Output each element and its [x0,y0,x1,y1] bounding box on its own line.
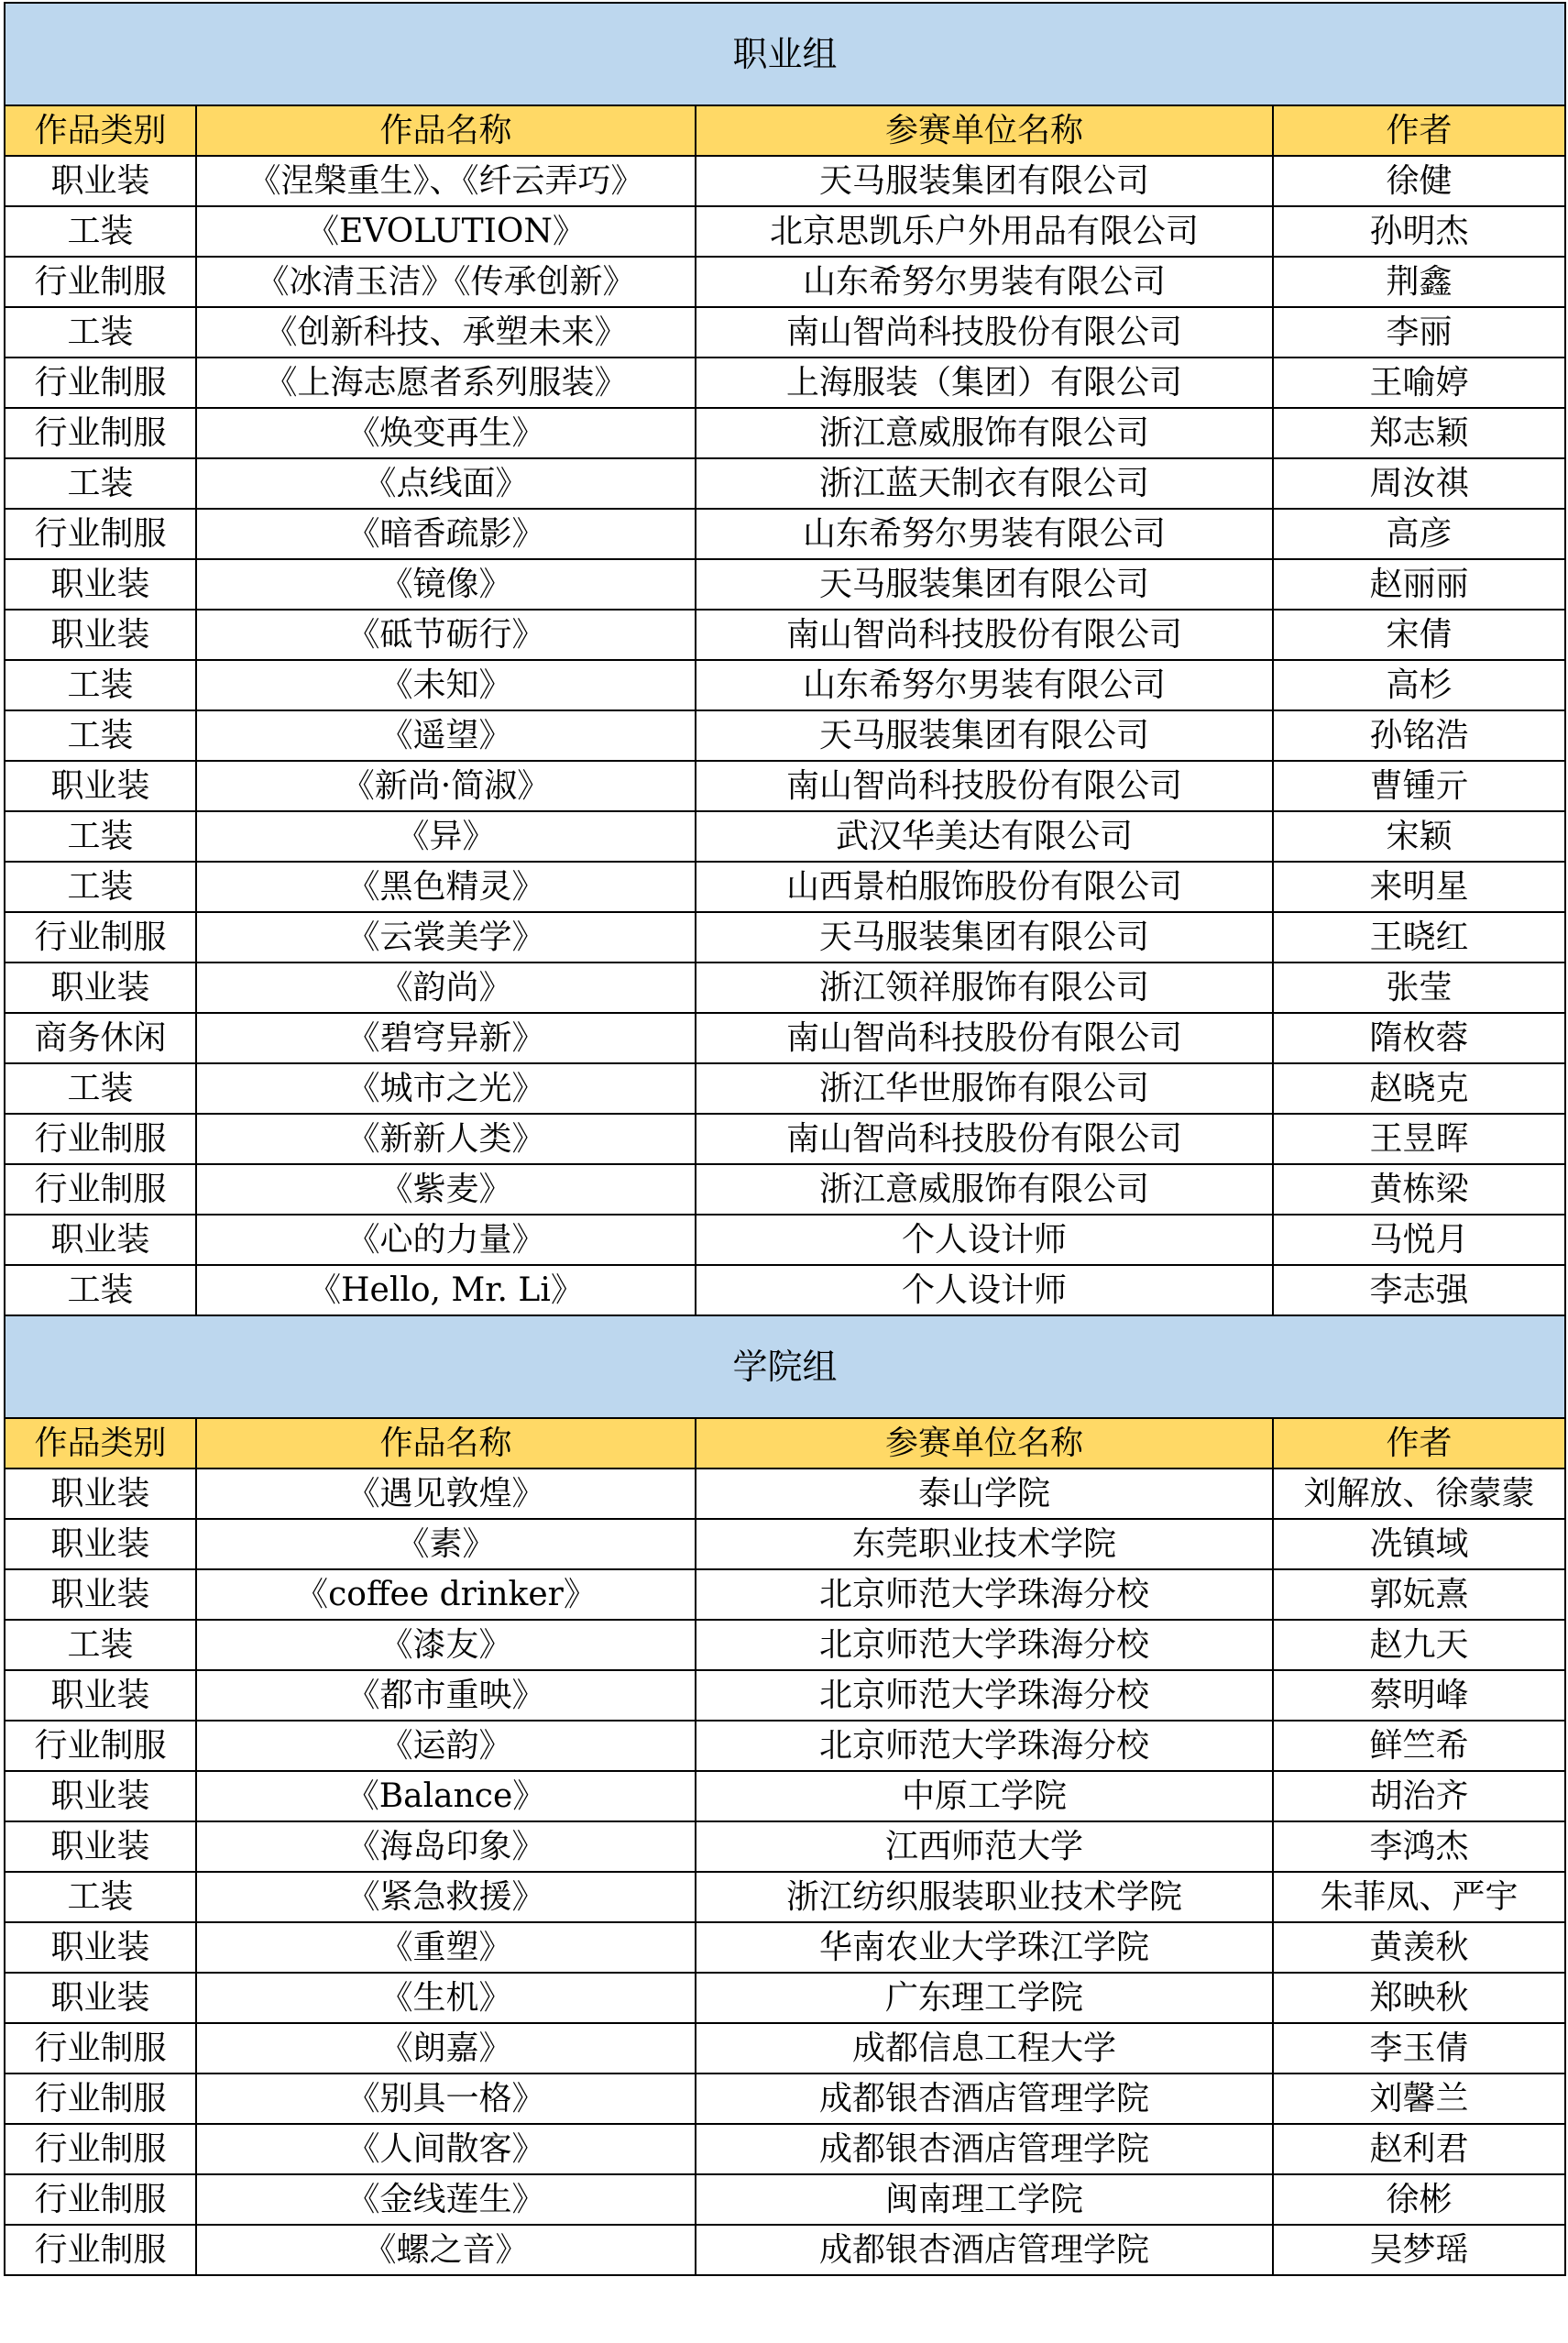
section-title-row [5,1315,1565,1418]
cell-organization: 闽南理工学院 [696,2174,1273,2225]
cell-category: 职业装 [5,1922,196,1973]
table-row [5,1922,1565,1973]
cell-work-name: 《新尚·简淑》 [196,761,696,811]
cell-category: 工装 [5,307,196,358]
cell-organization: 北京师范大学珠海分校 [696,1670,1273,1721]
cell-organization: 上海服装（集团）有限公司 [696,358,1273,408]
cell-author: 孙铭浩 [1273,710,1565,761]
table-row [5,962,1565,1013]
cell-organization: 广东理工学院 [696,1973,1273,2023]
cell-work-name: 《韵尚》 [196,962,696,1013]
cell-work-name: 《紫麦》 [196,1164,696,1215]
header-category: 作品类别 [5,1418,196,1468]
table-row [5,2023,1565,2074]
table-row [5,660,1565,710]
cell-category: 职业装 [5,1821,196,1872]
table-row [5,710,1565,761]
header-author: 作者 [1273,105,1565,156]
cell-author: 宋倩 [1273,610,1565,660]
cell-organization: 东莞职业技术学院 [696,1519,1273,1569]
cell-work-name: 《黑色精灵》 [196,862,696,912]
cell-work-name: 《冰清玉洁》《传承创新》 [196,257,696,307]
cell-organization: 天马服装集团有限公司 [696,559,1273,610]
cell-category: 工装 [5,1620,196,1670]
cell-organization: 山东希努尔男装有限公司 [696,660,1273,710]
cell-author: 刘解放、徐蒙蒙 [1273,1468,1565,1519]
cell-author: 李鸿杰 [1273,1821,1565,1872]
cell-organization: 个人设计师 [696,1265,1273,1315]
table-row [5,1821,1565,1872]
table-row [5,1721,1565,1771]
cell-category: 职业装 [5,1519,196,1569]
table-body [5,3,1565,2275]
cell-work-name: 《重塑》 [196,1922,696,1973]
table-row [5,307,1565,358]
cell-author: 鲜竺希 [1273,1721,1565,1771]
header-row [5,1418,1565,1468]
cell-author: 宋颖 [1273,811,1565,862]
cell-organization: 中原工学院 [696,1771,1273,1821]
cell-work-name: 《Hello, Mr. Li》 [196,1265,696,1315]
table-row [5,156,1565,206]
cell-category: 行业制服 [5,2124,196,2174]
header-row [5,105,1565,156]
cell-work-name: 《素》 [196,1519,696,1569]
cell-category: 行业制服 [5,1164,196,1215]
cell-work-name: 《金线莲生》 [196,2174,696,2225]
cell-work-name: 《碧穹异新》 [196,1013,696,1063]
cell-category: 职业装 [5,1215,196,1265]
cell-category: 行业制服 [5,2225,196,2275]
table-row [5,1973,1565,2023]
cell-category: 职业装 [5,1670,196,1721]
table-row [5,559,1565,610]
cell-organization: 北京思凯乐户外用品有限公司 [696,206,1273,257]
cell-organization: 成都信息工程大学 [696,2023,1273,2074]
table-row [5,2124,1565,2174]
section-title-row [5,3,1565,105]
cell-author: 隋枚蓉 [1273,1013,1565,1063]
cell-work-name: 《未知》 [196,660,696,710]
cell-author: 张莹 [1273,962,1565,1013]
cell-category: 商务休闲 [5,1013,196,1063]
cell-work-name: 《砥节砺行》 [196,610,696,660]
cell-author: 王喻婷 [1273,358,1565,408]
cell-organization: 华南农业大学珠江学院 [696,1922,1273,1973]
table-row [5,509,1565,559]
table-row [5,1872,1565,1922]
table-row [5,2225,1565,2275]
cell-organization: 南山智尚科技股份有限公司 [696,307,1273,358]
table-row [5,610,1565,660]
cell-category: 工装 [5,458,196,509]
cell-work-name: 《都市重映》 [196,1670,696,1721]
cell-organization: 天马服装集团有限公司 [696,912,1273,962]
cell-author: 冼镇域 [1273,1519,1565,1569]
header-work-name: 作品名称 [196,105,696,156]
cell-organization: 成都银杏酒店管理学院 [696,2124,1273,2174]
cell-author: 黄栋梁 [1273,1164,1565,1215]
cell-work-name: 《螺之音》 [196,2225,696,2275]
cell-organization: 个人设计师 [696,1215,1273,1265]
table-row [5,1164,1565,1215]
table-row [5,1620,1565,1670]
header-organization: 参赛单位名称 [696,105,1273,156]
cell-category: 职业装 [5,1771,196,1821]
cell-work-name: 《生机》 [196,1973,696,2023]
cell-organization: 浙江意威服饰有限公司 [696,1164,1273,1215]
cell-category: 工装 [5,660,196,710]
cell-work-name: 《漆友》 [196,1620,696,1670]
cell-author: 荆鑫 [1273,257,1565,307]
table-row [5,1063,1565,1114]
table-row [5,358,1565,408]
cell-author: 李丽 [1273,307,1565,358]
section-title: 职业组 [5,3,1565,105]
cell-organization: 泰山学院 [696,1468,1273,1519]
cell-work-name: 《遥望》 [196,710,696,761]
cell-category: 行业制服 [5,257,196,307]
cell-author: 朱菲凤、严宇 [1273,1872,1565,1922]
cell-work-name: 《紧急救援》 [196,1872,696,1922]
cell-work-name: 《人间散客》 [196,2124,696,2174]
cell-author: 李志强 [1273,1265,1565,1315]
cell-category: 工装 [5,1063,196,1114]
cell-category: 工装 [5,811,196,862]
cell-author: 王晓红 [1273,912,1565,962]
cell-author: 赵晓克 [1273,1063,1565,1114]
cell-author: 李玉倩 [1273,2023,1565,2074]
cell-work-name: 《涅槃重生》、《纤云弄巧》 [196,156,696,206]
table-row [5,1771,1565,1821]
table-row [5,761,1565,811]
cell-category: 职业装 [5,1973,196,2023]
cell-category: 行业制服 [5,358,196,408]
table-row [5,257,1565,307]
cell-category: 职业装 [5,1569,196,1620]
table-row [5,2174,1565,2225]
cell-work-name: 《点线面》 [196,458,696,509]
cell-author: 曹锺亓 [1273,761,1565,811]
cell-category: 行业制服 [5,2074,196,2124]
cell-category: 行业制服 [5,1721,196,1771]
cell-work-name: 《coffee drinker》 [196,1569,696,1620]
cell-organization: 南山智尚科技股份有限公司 [696,1013,1273,1063]
table-row [5,862,1565,912]
cell-author: 刘馨兰 [1273,2074,1565,2124]
cell-organization: 南山智尚科技股份有限公司 [696,761,1273,811]
cell-author: 蔡明峰 [1273,1670,1565,1721]
cell-work-name: 《朗嘉》 [196,2023,696,2074]
cell-work-name: 《镜像》 [196,559,696,610]
cell-category: 行业制服 [5,912,196,962]
cell-author: 赵九天 [1273,1620,1565,1670]
cell-work-name: 《异》 [196,811,696,862]
cell-author: 黄羡秋 [1273,1922,1565,1973]
cell-organization: 浙江领祥服饰有限公司 [696,962,1273,1013]
cell-organization: 山西景柏服饰股份有限公司 [696,862,1273,912]
cell-work-name: 《别具一格》 [196,2074,696,2124]
table-row [5,811,1565,862]
cell-category: 工装 [5,206,196,257]
cell-author: 徐彬 [1273,2174,1565,2225]
cell-author: 高杉 [1273,660,1565,710]
cell-organization: 武汉华美达有限公司 [696,811,1273,862]
cell-author: 胡治齐 [1273,1771,1565,1821]
cell-author: 郑映秋 [1273,1973,1565,2023]
cell-organization: 北京师范大学珠海分校 [696,1721,1273,1771]
cell-category: 工装 [5,1265,196,1315]
cell-author: 马悦月 [1273,1215,1565,1265]
cell-organization: 浙江华世服饰有限公司 [696,1063,1273,1114]
cell-organization: 南山智尚科技股份有限公司 [696,610,1273,660]
cell-category: 行业制服 [5,509,196,559]
table-row [5,1670,1565,1721]
header-work-name: 作品名称 [196,1418,696,1468]
cell-category: 工装 [5,1872,196,1922]
table-row [5,1468,1565,1519]
cell-category: 职业装 [5,761,196,811]
cell-organization: 天马服装集团有限公司 [696,710,1273,761]
table-row [5,1013,1565,1063]
cell-work-name: 《焕变再生》 [196,408,696,458]
header-category: 作品类别 [5,105,196,156]
cell-work-name: 《EVOLUTION》 [196,206,696,257]
header-author: 作者 [1273,1418,1565,1468]
cell-work-name: 《Balance》 [196,1771,696,1821]
cell-category: 行业制服 [5,2174,196,2225]
cell-organization: 江西师范大学 [696,1821,1273,1872]
table-row [5,1569,1565,1620]
table-row [5,1114,1565,1164]
cell-category: 职业装 [5,610,196,660]
awards-table [4,2,1566,2276]
cell-work-name: 《遇见敦煌》 [196,1468,696,1519]
cell-organization: 山东希努尔男装有限公司 [696,257,1273,307]
cell-author: 郭妧熹 [1273,1569,1565,1620]
section-title: 学院组 [5,1315,1565,1418]
cell-author: 赵利君 [1273,2124,1565,2174]
cell-organization: 浙江蓝天制衣有限公司 [696,458,1273,509]
cell-organization: 南山智尚科技股份有限公司 [696,1114,1273,1164]
cell-author: 王昱晖 [1273,1114,1565,1164]
cell-author: 郑志颖 [1273,408,1565,458]
cell-organization: 山东希努尔男装有限公司 [696,509,1273,559]
cell-author: 高彦 [1273,509,1565,559]
cell-author: 徐健 [1273,156,1565,206]
table-row [5,2074,1565,2124]
cell-category: 职业装 [5,962,196,1013]
header-organization: 参赛单位名称 [696,1418,1273,1468]
cell-author: 吴梦瑶 [1273,2225,1565,2275]
cell-category: 职业装 [5,156,196,206]
table-row [5,408,1565,458]
cell-work-name: 《创新科技、承塑未来》 [196,307,696,358]
cell-organization: 天马服装集团有限公司 [696,156,1273,206]
cell-category: 工装 [5,862,196,912]
cell-work-name: 《新新人类》 [196,1114,696,1164]
cell-work-name: 《城市之光》 [196,1063,696,1114]
cell-organization: 浙江纺织服装职业技术学院 [696,1872,1273,1922]
cell-author: 赵丽丽 [1273,559,1565,610]
cell-category: 职业装 [5,559,196,610]
cell-organization: 成都银杏酒店管理学院 [696,2225,1273,2275]
table-row [5,1265,1565,1315]
cell-work-name: 《上海志愿者系列服装》 [196,358,696,408]
cell-work-name: 《暗香疏影》 [196,509,696,559]
cell-work-name: 《运韵》 [196,1721,696,1771]
table-row [5,1519,1565,1569]
cell-author: 周汝祺 [1273,458,1565,509]
cell-category: 行业制服 [5,1114,196,1164]
cell-category: 行业制服 [5,2023,196,2074]
table-row [5,206,1565,257]
cell-category: 行业制服 [5,408,196,458]
cell-author: 孙明杰 [1273,206,1565,257]
cell-work-name: 《海岛印象》 [196,1821,696,1872]
cell-work-name: 《云裳美学》 [196,912,696,962]
cell-category: 工装 [5,710,196,761]
cell-work-name: 《心的力量》 [196,1215,696,1265]
cell-category: 职业装 [5,1468,196,1519]
table-row [5,1215,1565,1265]
cell-organization: 北京师范大学珠海分校 [696,1620,1273,1670]
table-row [5,458,1565,509]
table-row [5,912,1565,962]
cell-organization: 浙江意威服饰有限公司 [696,408,1273,458]
cell-organization: 成都银杏酒店管理学院 [696,2074,1273,2124]
cell-author: 来明星 [1273,862,1565,912]
cell-organization: 北京师范大学珠海分校 [696,1569,1273,1620]
